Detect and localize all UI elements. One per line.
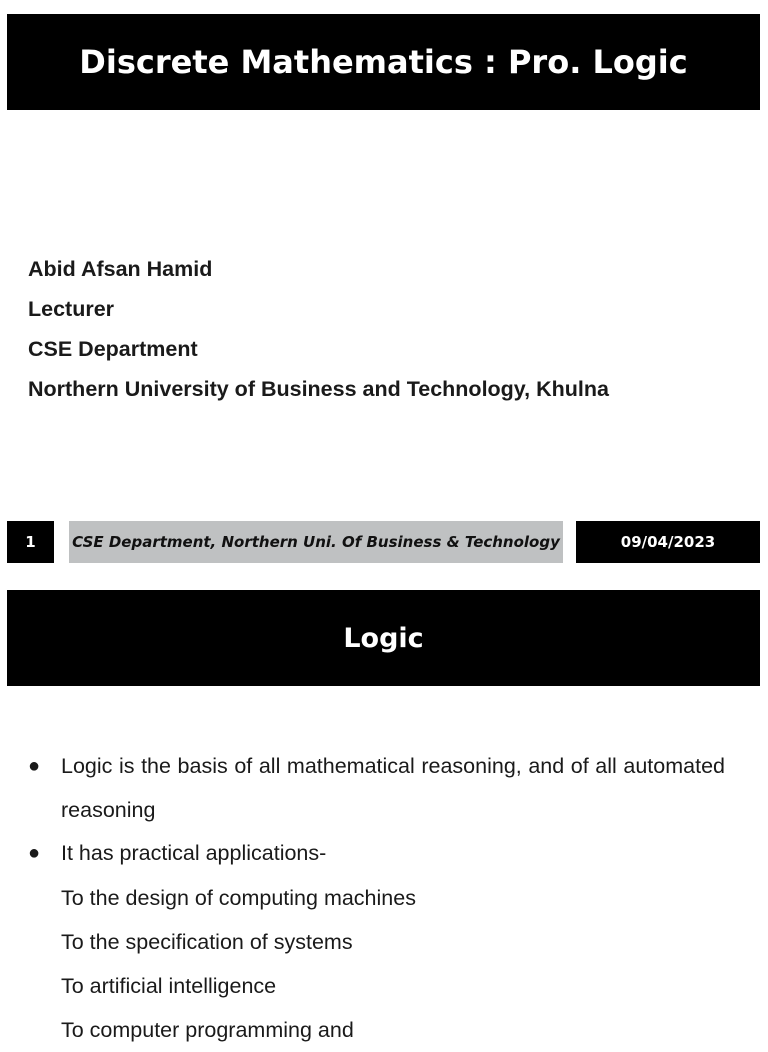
slide-2-content [0, 745, 768, 1052]
sub-line: To computer programming and [61, 1017, 354, 1042]
slide-number [7, 521, 54, 563]
bullet-dot-icon: ● [28, 842, 41, 864]
author-position: Lecturer [28, 297, 115, 321]
author-institution: Northern University of Business and Technology, Khulna [28, 377, 609, 401]
footer-department-text: CSE Department, Northern Uni. Of Business & Technology [72, 533, 560, 551]
bullet-text: It has practical applications- [61, 841, 327, 865]
sub-line: To the design of computing machines [61, 885, 416, 910]
author-info [28, 253, 609, 413]
slide-1-title [7, 14, 760, 110]
bullet-dot-icon: ● [28, 755, 41, 777]
slide-1-title-text: Discrete Mathematics : Pro. Logic [79, 43, 688, 81]
bullet-item [0, 745, 768, 832]
footer-department [69, 521, 563, 563]
slide-2-title-text: Logic [343, 622, 424, 654]
footer-date [576, 521, 760, 563]
bullet-item [0, 832, 768, 876]
author-name: Abid Afsan Hamid [28, 257, 213, 281]
bullet-text: Logic is the basis of all mathematical reasoning, and of all automated reasoning [61, 754, 725, 822]
author-department: CSE Department [28, 337, 198, 361]
slide-2-title [7, 590, 760, 686]
slide-number-text: 1 [25, 533, 36, 551]
sub-line: To artificial intelligence [61, 973, 277, 998]
footer-date-text: 09/04/2023 [620, 533, 716, 551]
sub-line: To the specification of systems [61, 929, 353, 954]
